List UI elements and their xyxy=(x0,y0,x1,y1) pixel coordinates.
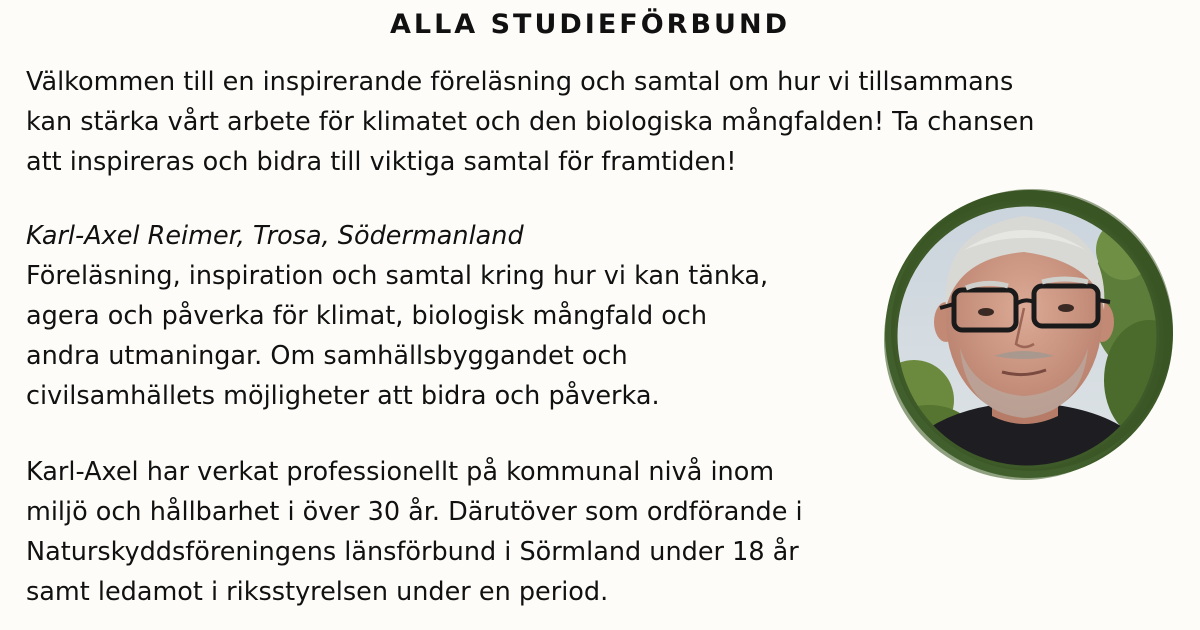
description-line: andra utmaningar. Om samhällsbyggandet och xyxy=(26,341,628,371)
page-title: ALLA STUDIEFÖRBUND xyxy=(390,9,790,40)
portrait-illustration xyxy=(874,180,1184,490)
bio-line: Naturskyddsföreningens länsförbund i Sörmland under 18 år xyxy=(26,537,799,567)
speaker-portrait xyxy=(874,180,1184,490)
intro-line: att inspireras och bidra till viktiga samtal för framtiden! xyxy=(26,147,737,177)
description-line: civilsamhällets möjligheter att bidra och påverka. xyxy=(26,381,660,411)
description-line: Föreläsning, inspiration och samtal kring hur vi kan tänka, xyxy=(26,261,769,291)
talk-description xyxy=(26,256,768,416)
speaker-bio xyxy=(26,452,803,612)
bio-line: miljö och hållbarhet i över 30 år. Därutöver som ordförande i xyxy=(26,497,803,527)
bio-line: samt ledamot i riksstyrelsen under en period. xyxy=(26,577,609,607)
bio-line: Karl-Axel har verkat professionellt på kommunal nivå inom xyxy=(26,457,775,487)
intro-line: Välkommen till en inspirerande föreläsning och samtal om hur vi tillsammans xyxy=(26,67,1014,97)
photo xyxy=(874,180,1184,490)
intro-line: kan stärka vårt arbete för klimatet och den biologiska mångfalden! Ta chansen xyxy=(26,107,1035,137)
speaker-name: Karl-Axel Reimer, Trosa, Södermanland xyxy=(26,221,524,251)
intro-text xyxy=(26,62,1186,182)
description-line: agera och påverka för klimat, biologisk mångfald och xyxy=(26,301,708,331)
